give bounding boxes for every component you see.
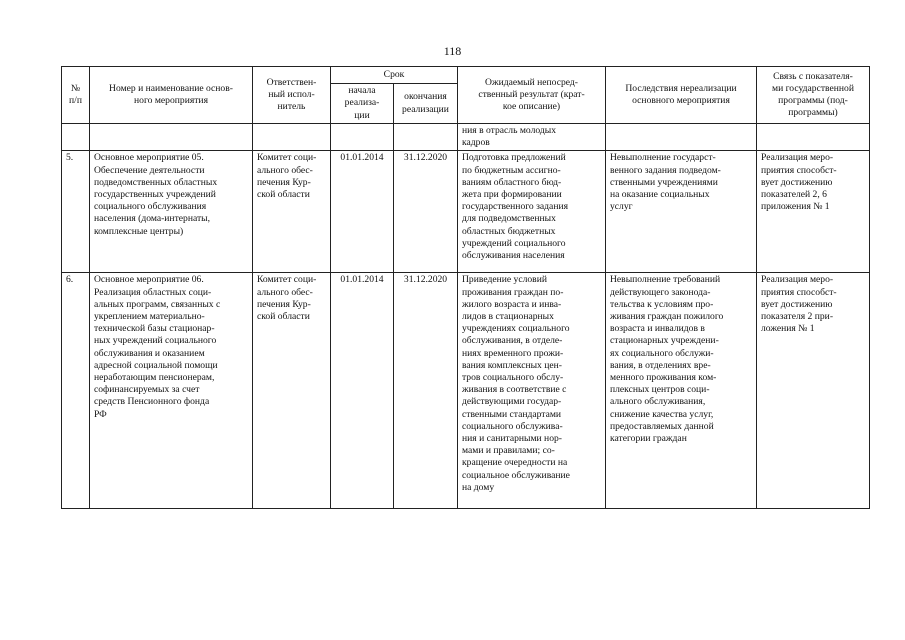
cell-result: Подготовка предложений по бюджетным ассигно- ваниям областного бюд- жета при формировании государственного задания для подведомственных областных бюджетных учреждений социального обслуживания населения — [458, 151, 606, 273]
cell-name — [90, 124, 253, 151]
table-row — [62, 151, 870, 273]
cell-name: Основное мероприятие 05. Обеспечение деятельности подведомственных областных государственных учреждений социального обслуживания населения (дома-интернаты, комплексные центры) — [90, 151, 253, 273]
program-activities-table — [61, 66, 870, 509]
cell-consequences — [606, 124, 757, 151]
cell-consequences: Невыполнение требований действующего законода- тельства к условиям про- живания граждан пожилого возраста и инвалидов в стационарных учреждени- ях социального обслужи- вания, в отделениях вре- менного проживания ком- плексных центров соци- ального обслуживания, снижение качества услуг, предоставляемых данной категории граждан — [606, 273, 757, 509]
header-end: окончания реализации — [394, 84, 458, 124]
cell-num: 5. — [62, 151, 90, 273]
cell-executor: Комитет соци- ального обес- печения Кур- ской области — [253, 273, 331, 509]
cell-end: 31.12.2020 — [394, 151, 458, 273]
header-executor: Ответствен- ный испол- нитель — [253, 67, 331, 124]
cell-start: 01.01.2014 — [331, 151, 394, 273]
header-term: Срок — [331, 67, 458, 84]
cell-start — [331, 124, 394, 151]
cell-num — [62, 124, 90, 151]
cell-start: 01.01.2014 — [331, 273, 394, 509]
cell-link — [757, 124, 870, 151]
table-header — [62, 67, 870, 124]
cell-result: Приведение условий проживания граждан по- жилого возраста и инва- лидов в стационарных учреждениях социального обслуживания, в отделе- ниях временного прожи- вания комплексных цен- тров социального обслу- живания в соответствие с действующими государ- ственными стандартами социального обслужива- ния и санитарными нор- мами и правилами; со- кращение очередности на социальное обслуживание на дому — [458, 273, 606, 509]
cell-end: 31.12.2020 — [394, 273, 458, 509]
cell-num: 6. — [62, 273, 90, 509]
cell-executor — [253, 124, 331, 151]
cell-consequences: Невыполнение государст- венного задания подведом- ственными учреждениями на оказание социальных услуг — [606, 151, 757, 273]
header-start: начала реализа- ции — [331, 84, 394, 124]
header-name: Номер и наименование основ- ного мероприятия — [90, 67, 253, 124]
table-row-continuation — [62, 124, 870, 151]
header-link: Связь с показателя- ми государственной программы (под- программы) — [757, 67, 870, 124]
cell-end — [394, 124, 458, 151]
header-result: Ожидаемый непосред- ственный результат (крат- кое описание) — [458, 67, 606, 124]
page-number: 118 — [443, 44, 462, 58]
cell-executor: Комитет соци- ального обес- печения Кур- ской области — [253, 151, 331, 273]
header-consequences: Последствия нереализации основного мероприятия — [606, 67, 757, 124]
table-row — [62, 273, 870, 509]
cell-link: Реализация меро- приятия способст- вует достижению показателей 2, 6 приложения № 1 — [757, 151, 870, 273]
cell-link: Реализация меро- приятия способст- вует достижению показателя 2 при- ложения № 1 — [757, 273, 870, 509]
header-num: № п/п — [62, 67, 90, 124]
cell-name: Основное мероприятие 06. Реализация областных соци- альных программ, связанных с укреплением материально- технической базы стационар- ных учреждений социального обслуживания и оказанием адресной социальной помощи неработающим пенсионерам, софинансируемых за счет средств Пенсионного фонда РФ — [90, 273, 253, 509]
cell-result: ния в отрасль молодых кадров — [458, 124, 606, 151]
